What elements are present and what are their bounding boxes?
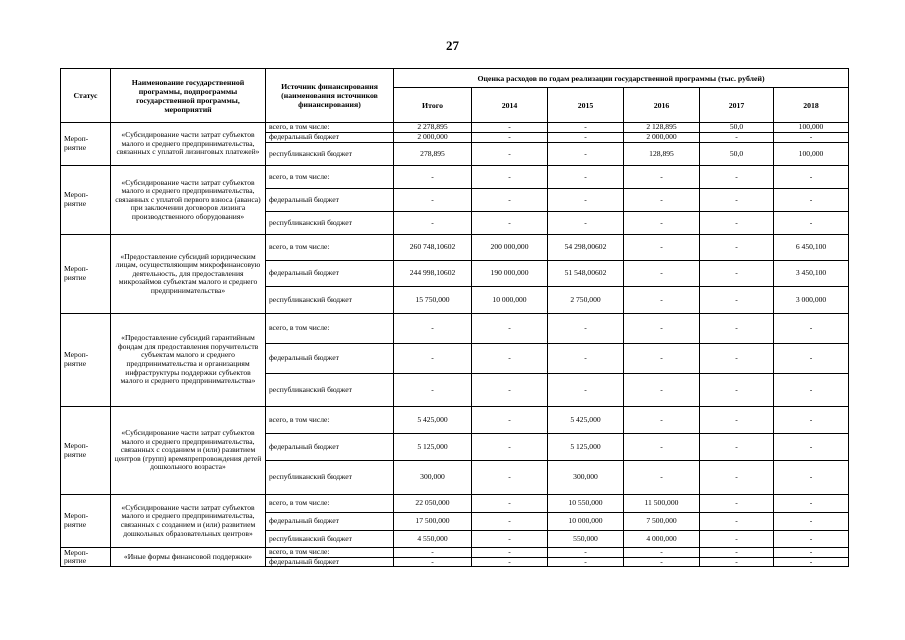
header-year-2015: 2015 bbox=[548, 88, 624, 123]
value-cell: - bbox=[472, 166, 548, 189]
header-year-total: Итого bbox=[394, 88, 472, 123]
value-cell: - bbox=[472, 314, 548, 344]
value-cell: - bbox=[394, 189, 472, 212]
value-cell: - bbox=[472, 513, 548, 531]
status-cell: Мероп- риятие bbox=[61, 123, 111, 166]
value-cell: 5 125,000 bbox=[548, 434, 624, 461]
value-cell: - bbox=[472, 407, 548, 434]
value-cell: 50,0 bbox=[700, 123, 774, 133]
value-cell: 11 500,000 bbox=[624, 495, 700, 513]
value-cell: - bbox=[624, 461, 700, 495]
value-cell: 7 500,000 bbox=[624, 513, 700, 531]
value-cell: - bbox=[700, 495, 774, 513]
value-cell: 10 550,000 bbox=[548, 495, 624, 513]
value-cell: - bbox=[548, 374, 624, 407]
value-cell: - bbox=[624, 548, 700, 558]
value-cell: - bbox=[472, 557, 548, 567]
value-cell: - bbox=[394, 212, 472, 235]
value-cell: - bbox=[700, 314, 774, 344]
source-cell: республиканский бюджет bbox=[266, 287, 394, 314]
table-row bbox=[61, 548, 849, 558]
source-cell: федеральный бюджет bbox=[266, 189, 394, 212]
measure-name-cell: «Иные формы финансовой поддержки» bbox=[111, 548, 266, 567]
measure-name-cell: «Субсидирование части затрат субъектов малого и среднего предпринимательства, связанных с созданием и (или) развитием центров (групп) времяпрепровождения детей дошкольного возраста» bbox=[111, 407, 266, 495]
value-cell: 51 548,00602 bbox=[548, 261, 624, 287]
table-body bbox=[61, 123, 849, 567]
value-cell: - bbox=[472, 434, 548, 461]
value-cell: 2 000,000 bbox=[394, 133, 472, 143]
source-cell: республиканский бюджет bbox=[266, 374, 394, 407]
value-cell: - bbox=[624, 374, 700, 407]
table-row bbox=[61, 166, 849, 189]
source-cell: республиканский бюджет bbox=[266, 212, 394, 235]
source-cell: федеральный бюджет bbox=[266, 133, 394, 143]
value-cell: - bbox=[774, 434, 849, 461]
value-cell: - bbox=[700, 133, 774, 143]
value-cell: - bbox=[624, 287, 700, 314]
source-cell: всего, в том числе: bbox=[266, 548, 394, 558]
header-status: Статус bbox=[61, 69, 111, 123]
source-cell: федеральный бюджет bbox=[266, 513, 394, 531]
value-cell: - bbox=[774, 314, 849, 344]
value-cell: 244 998,10602 bbox=[394, 261, 472, 287]
value-cell: - bbox=[774, 461, 849, 495]
value-cell: - bbox=[700, 461, 774, 495]
value-cell: - bbox=[394, 344, 472, 374]
source-cell: всего, в том числе: bbox=[266, 495, 394, 513]
value-cell: 10 000,000 bbox=[472, 287, 548, 314]
value-cell: - bbox=[624, 189, 700, 212]
value-cell: - bbox=[472, 344, 548, 374]
value-cell: - bbox=[624, 314, 700, 344]
table-row bbox=[61, 314, 849, 344]
source-cell: всего, в том числе: bbox=[266, 235, 394, 261]
table-row bbox=[61, 495, 849, 513]
value-cell: 190 000,000 bbox=[472, 261, 548, 287]
value-cell: 260 748,10602 bbox=[394, 235, 472, 261]
value-cell: - bbox=[548, 189, 624, 212]
value-cell: - bbox=[472, 531, 548, 548]
value-cell: 17 500,000 bbox=[394, 513, 472, 531]
value-cell: - bbox=[774, 495, 849, 513]
value-cell: - bbox=[700, 261, 774, 287]
value-cell: - bbox=[774, 513, 849, 531]
value-cell: - bbox=[548, 344, 624, 374]
value-cell: - bbox=[700, 189, 774, 212]
value-cell: 550,000 bbox=[548, 531, 624, 548]
value-cell: 3 450,100 bbox=[774, 261, 849, 287]
value-cell: - bbox=[394, 166, 472, 189]
value-cell: - bbox=[394, 314, 472, 344]
status-cell: Мероп- риятие bbox=[61, 314, 111, 407]
header-year-2014: 2014 bbox=[472, 88, 548, 123]
value-cell: 2 278,895 bbox=[394, 123, 472, 133]
value-cell: - bbox=[472, 133, 548, 143]
header-year-2016: 2016 bbox=[624, 88, 700, 123]
value-cell: - bbox=[472, 189, 548, 212]
value-cell: - bbox=[548, 557, 624, 567]
value-cell: - bbox=[624, 344, 700, 374]
value-cell: - bbox=[472, 212, 548, 235]
value-cell: - bbox=[394, 548, 472, 558]
measure-name-cell: «Субсидирование части затрат субъектов малого и среднего предпринимательства, связанных с созданием и (или) развитием дошкольных образовательных центров» bbox=[111, 495, 266, 548]
value-cell: 278,895 bbox=[394, 143, 472, 166]
header-source: Источник финансирования (наименования источников финансирования) bbox=[266, 69, 394, 123]
value-cell: 2 750,000 bbox=[548, 287, 624, 314]
value-cell: - bbox=[548, 212, 624, 235]
value-cell: - bbox=[774, 531, 849, 548]
value-cell: 5 425,000 bbox=[394, 407, 472, 434]
value-cell: - bbox=[548, 548, 624, 558]
value-cell: 5 425,000 bbox=[548, 407, 624, 434]
value-cell: - bbox=[700, 235, 774, 261]
value-cell: - bbox=[624, 261, 700, 287]
header-estimate: Оценка расходов по годам реализации государственной программы (тыс. рублей) bbox=[394, 69, 849, 88]
source-cell: всего, в том числе: bbox=[266, 314, 394, 344]
value-cell: - bbox=[624, 434, 700, 461]
value-cell: - bbox=[394, 374, 472, 407]
value-cell: - bbox=[774, 557, 849, 567]
value-cell: - bbox=[774, 407, 849, 434]
value-cell: - bbox=[624, 407, 700, 434]
value-cell: - bbox=[548, 133, 624, 143]
value-cell: - bbox=[774, 374, 849, 407]
value-cell: - bbox=[700, 374, 774, 407]
measure-name-cell: «Предоставление субсидий гарантийным фондам для предоставления поручительств субъектам малого и среднего предпринимательства и организациям инфраструктуры поддержки субъектов малого и среднего предпринимательства» bbox=[111, 314, 266, 407]
header-year-2017: 2017 bbox=[700, 88, 774, 123]
budget-table bbox=[60, 68, 849, 567]
value-cell: - bbox=[700, 166, 774, 189]
value-cell: 2 128,895 bbox=[624, 123, 700, 133]
value-cell: - bbox=[624, 212, 700, 235]
value-cell: 300,000 bbox=[548, 461, 624, 495]
table-row bbox=[61, 235, 849, 261]
value-cell: - bbox=[548, 143, 624, 166]
source-cell: федеральный бюджет bbox=[266, 557, 394, 567]
measure-name-cell: «Предоставление субсидий юридическим лицам, осуществляющим микрофинансовую деятельность, для предоставления микрозаймов субъектам малого и среднего предпринимательства» bbox=[111, 235, 266, 314]
source-cell: всего, в том числе: bbox=[266, 407, 394, 434]
value-cell: - bbox=[472, 548, 548, 558]
value-cell: - bbox=[700, 344, 774, 374]
value-cell: - bbox=[624, 235, 700, 261]
value-cell: - bbox=[394, 557, 472, 567]
value-cell: - bbox=[700, 287, 774, 314]
value-cell: 100,000 bbox=[774, 143, 849, 166]
value-cell: - bbox=[548, 123, 624, 133]
value-cell: - bbox=[472, 461, 548, 495]
value-cell: 4 000,000 bbox=[624, 531, 700, 548]
value-cell: - bbox=[700, 548, 774, 558]
status-cell: Мероп- риятие bbox=[61, 548, 111, 567]
measure-name-cell: «Субсидирование части затрат субъектов малого и среднего предпринимательства, связанных с уплатой первого взноса (аванса) при заключении договоров лизинга производственного оборудования» bbox=[111, 166, 266, 235]
value-cell: - bbox=[472, 123, 548, 133]
status-cell: Мероп- риятие bbox=[61, 407, 111, 495]
value-cell: 2 000,000 bbox=[624, 133, 700, 143]
source-cell: федеральный бюджет bbox=[266, 434, 394, 461]
value-cell: - bbox=[774, 189, 849, 212]
value-cell: 10 000,000 bbox=[548, 513, 624, 531]
value-cell: 100,000 bbox=[774, 123, 849, 133]
value-cell: - bbox=[774, 166, 849, 189]
value-cell: - bbox=[548, 314, 624, 344]
value-cell: 15 750,000 bbox=[394, 287, 472, 314]
value-cell: - bbox=[548, 166, 624, 189]
source-cell: республиканский бюджет bbox=[266, 143, 394, 166]
status-cell: Мероп- риятие bbox=[61, 235, 111, 314]
source-cell: всего, в том числе: bbox=[266, 166, 394, 189]
value-cell: - bbox=[700, 407, 774, 434]
value-cell: - bbox=[472, 374, 548, 407]
value-cell: - bbox=[700, 531, 774, 548]
header-year-2018: 2018 bbox=[774, 88, 849, 123]
value-cell: 300,000 bbox=[394, 461, 472, 495]
value-cell: - bbox=[700, 212, 774, 235]
status-cell: Мероп- риятие bbox=[61, 166, 111, 235]
value-cell: 5 125,000 bbox=[394, 434, 472, 461]
value-cell: 4 550,000 bbox=[394, 531, 472, 548]
value-cell: 6 450,100 bbox=[774, 235, 849, 261]
value-cell: - bbox=[700, 557, 774, 567]
value-cell: - bbox=[472, 143, 548, 166]
source-cell: федеральный бюджет bbox=[266, 344, 394, 374]
value-cell: - bbox=[700, 513, 774, 531]
source-cell: федеральный бюджет bbox=[266, 261, 394, 287]
value-cell: - bbox=[774, 548, 849, 558]
value-cell: - bbox=[774, 133, 849, 143]
source-cell: республиканский бюджет bbox=[266, 531, 394, 548]
measure-name-cell: «Субсидирование части затрат субъектов малого и среднего предпринимательства, связанных с уплатой лизинговых платежей» bbox=[111, 123, 266, 166]
value-cell: - bbox=[624, 166, 700, 189]
source-cell: всего, в том числе: bbox=[266, 123, 394, 133]
value-cell: - bbox=[700, 434, 774, 461]
source-cell: республиканский бюджет bbox=[266, 461, 394, 495]
status-cell: Мероп- риятие bbox=[61, 495, 111, 548]
page-number: 27 bbox=[446, 38, 459, 53]
value-cell: 54 298,00602 bbox=[548, 235, 624, 261]
value-cell: 200 000,000 bbox=[472, 235, 548, 261]
value-cell: 3 000,000 bbox=[774, 287, 849, 314]
value-cell: 22 050,000 bbox=[394, 495, 472, 513]
header-name: Наименование государственной программы, подпрограммы государственной программы, мероприятий bbox=[111, 69, 266, 123]
value-cell: - bbox=[774, 344, 849, 374]
value-cell: - bbox=[472, 495, 548, 513]
value-cell: - bbox=[624, 557, 700, 567]
value-cell: 50,0 bbox=[700, 143, 774, 166]
table-row bbox=[61, 407, 849, 434]
table-row bbox=[61, 123, 849, 133]
value-cell: 128,895 bbox=[624, 143, 700, 166]
value-cell: - bbox=[774, 212, 849, 235]
